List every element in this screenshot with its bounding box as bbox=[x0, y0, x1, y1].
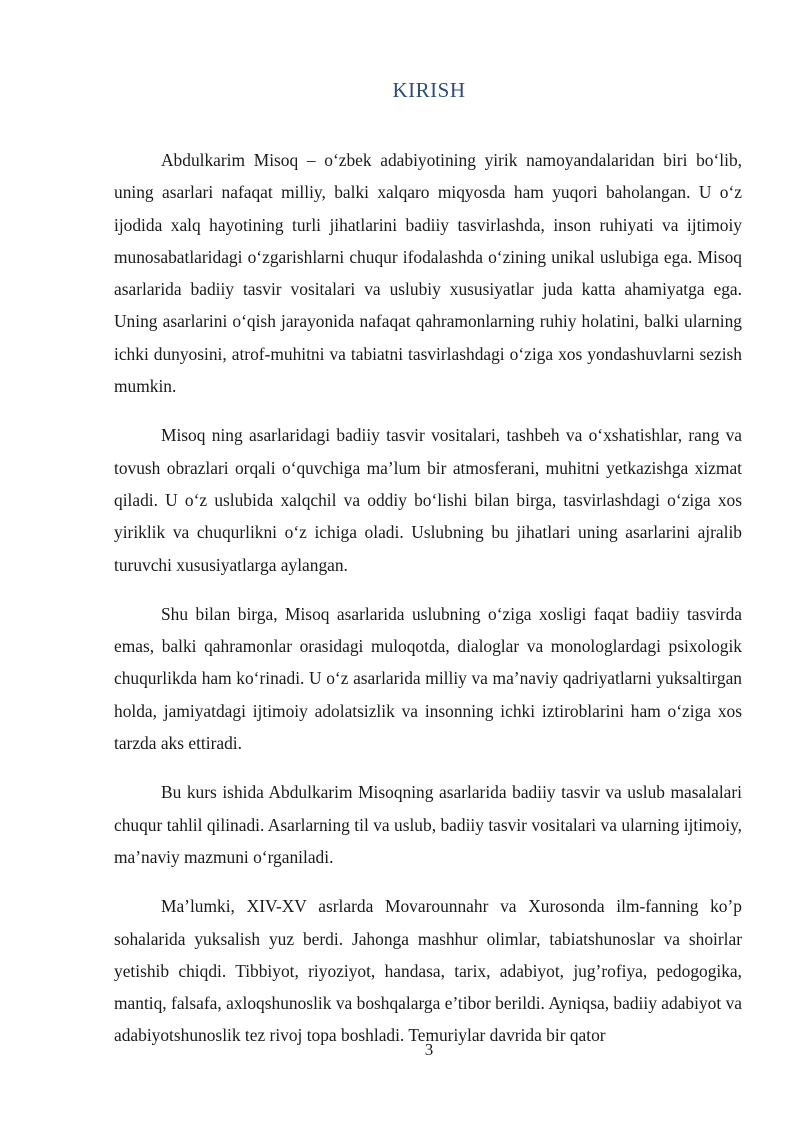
body-text bbox=[114, 144, 742, 1069]
paragraph-5: Ma’lumki, XIV-XV asrlarda Movarounnahr va Xurosonda ilm-fanning ko’p sohalarida yuksalish yuz berdi. Jahonga mashhur olimlar, tabiatshunoslar va shoirlar yetishib chiqdi. Tibbiyot, riyoziyot, handasa, tarix, adabiyot, jug’rofiya, pedogogika, mantiq, falsafa, axloqshunoslik va boshqalarga e’tibor berildi. Ayniqsa, badiiy adabiyot va adabiyotshunoslik tez rivoj topa boshladi. Temuriylar davrida bir qator bbox=[114, 896, 742, 1046]
paragraph-4: Bu kurs ishida Abdulkarim Misoqning asarlarida badiiy tasvir va uslub masalalari chuqur tahlil qilinadi. Asarlarning til va uslub, badiiy tasvir vositalari va ularning ijtimoiy, ma’naviy mazmuni o‘rganiladi. bbox=[114, 782, 742, 867]
section-heading: KIRISH bbox=[392, 78, 466, 102]
paragraph-1: Abdulkarim Misoq – o‘zbek adabiyotining yirik namoyandalaridan biri bo‘lib, uning asarlari nafaqat milliy, balki xalqaro miqyosda ham yuqori baholangan. U o‘z ijodida xalq hayotining turli jihatlarini badiiy tasvirlashda, inson ruhiyati va ijtimoiy munosabatlaridagi o‘zgarishlarni chuqur ifodalashda o‘zining unikal uslubiga ega. Misoq asarlarida badiiy tasvir vositalari va uslubiy xususiyatlar juda katta ahamiyatga ega. Uning asarlarini o‘qish jarayonida nafaqat qahramonlarning ruhiy holatini, balki ularning ichki dunyosini, atrof-muhitni va tabiatni tasvirlashdagi o‘ziga xos yondashuvlarni sezish mumkin. bbox=[114, 150, 742, 397]
paragraph-2: Misoq ning asarlaridagi badiiy tasvir vositalari, tashbeh va o‘xshatishlar, rang va tovush obrazlari orqali o‘quvchiga ma’lum bir atmosferani, muhitni yetkazishga xizmat qiladi. U o‘z uslubida xalqchil va oddiy bo‘lishi bilan birga, tasvirlashdagi o‘ziga xos yiriklik va chuqurlikni o‘z ichiga oladi. Uslubning bu jihatlari uning asarlarini ajralib turuvchi xususiyatlarga aylangan. bbox=[114, 425, 742, 575]
paragraph-3: Shu bilan birga, Misoq asarlarida uslubning o‘ziga xosligi faqat badiiy tasvirda emas, balki qahramonlar orasidagi muloqotda, dialoglar va monologlardagi psixologik chuqurlikda ham ko‘rinadi. U o‘z asarlarida milliy va ma’naviy qadriyatlarni yuksaltirgan holda, jamiyatdagi ijtimoiy adolatsizlik va insonning ichki iztiroblarini ham o‘ziga xos tarzda aks ettiradi. bbox=[114, 603, 742, 754]
page-number: 3 bbox=[424, 1040, 434, 1059]
